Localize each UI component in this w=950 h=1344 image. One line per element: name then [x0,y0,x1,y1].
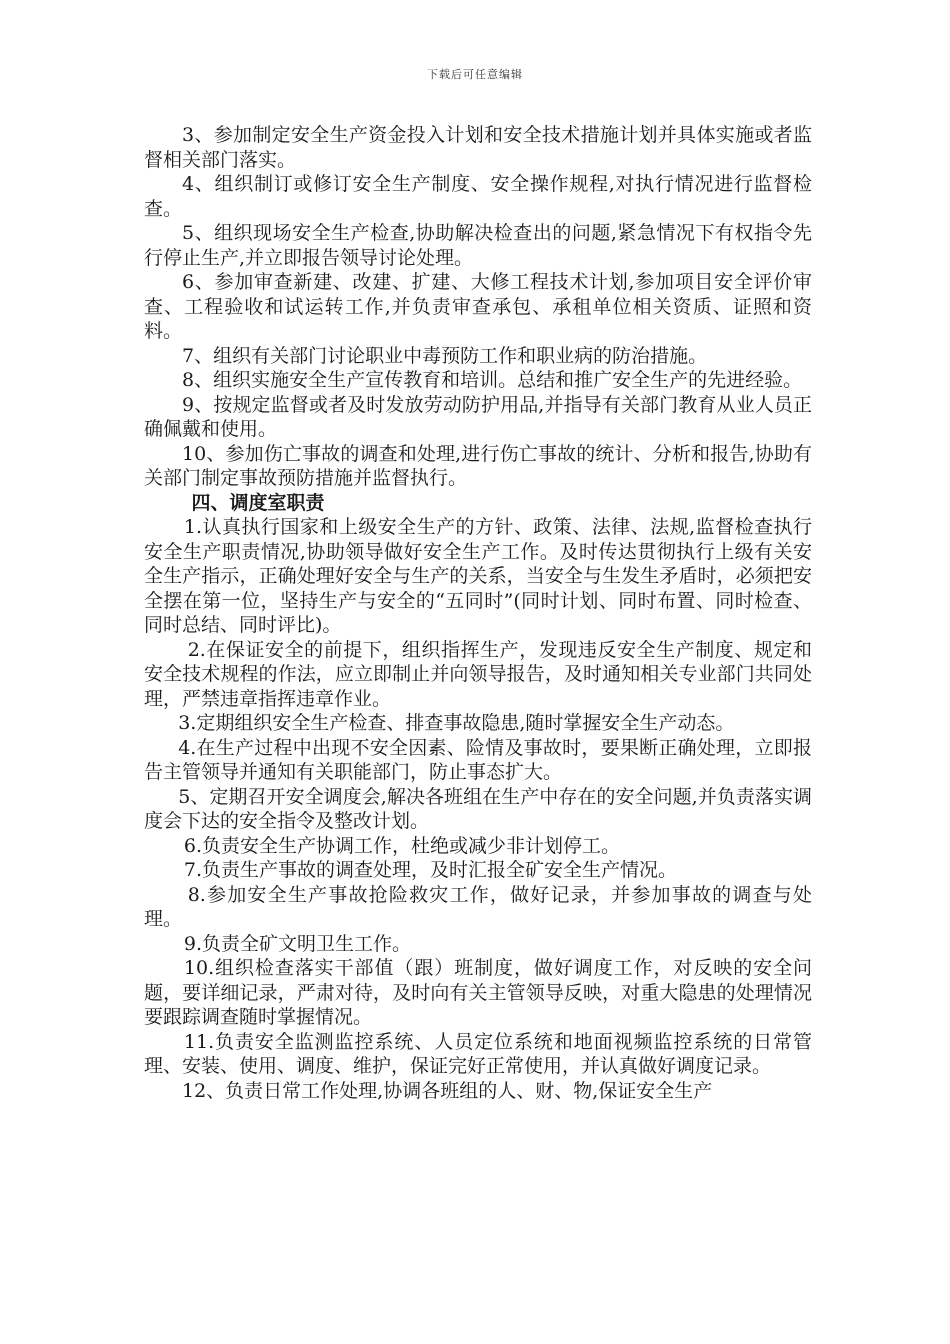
duty-item-1: 1.认真执行国家和上级安全生产的方针、政策、法律、法规,监督检查执行安全生产职责情况,协助领导做好安全生产工作。及时传达贯彻执行上级有关安全生产指示，正确处理好安全与生产的关系，当安全与生发生矛盾时，必须把安全摆在第一位，坚持生产与安全的“五同时”(同时计划、同时布置、同时检查、同时总结、同时评比)。 [144,516,812,636]
duty-item-4: 4.在生产过程中出现不安全因素、险情及事故时，要果断正确处理，立即报告主管领导并通知有关职能部门，防止事态扩大。 [144,736,812,783]
document-body [144,123,812,1103]
paragraph-item-3: 3、参加制定安全生产资金投入计划和安全技术措施计划并具体实施或者监督相关部门落实。 [144,124,812,171]
paragraph-item-8: 8、组织实施安全生产宣传教育和培训。总结和推广安全生产的先进经验。 [182,369,803,391]
duty-item-12: 12、负责日常工作处理,协调各班组的人、财、物,保证安全生产 [182,1079,713,1102]
paragraph-item-6: 6、参加审查新建、改建、扩建、大修工程技术计划,参加项目安全评价审查、工程验收和试运转工作,并负责审查承包、承租单位相关资质、证照和资料。 [144,271,812,342]
paragraph-item-5: 5、组织现场安全生产检查,协助解决检查出的问题,紧急情况下有权指令先行停止生产,并立即报告领导讨论处理。 [144,222,812,269]
paragraph-item-10: 10、参加伤亡事故的调查和处理,进行伤亡事故的统计、分析和报告,协助有关部门制定事故预防措施并监督执行。 [144,442,812,489]
paragraph-item-9: 9、按规定监督或者及时发放劳动防护用品,并指导有关部门教育从业人员正确佩戴和使用。 [144,393,812,440]
duty-item-9: 9.负责全矿文明卫生工作。 [183,932,412,955]
section-heading: 四、调度室职责 [191,491,325,514]
paragraph-item-4: 4、组织制订或修订安全生产制度、安全操作规程,对执行情况进行监督检查。 [144,173,812,220]
duty-item-2: 2.在保证安全的前提下，组织指挥生产，发现违反安全生产制度、规定和安全技术规程的作法，应立即制止并向领导报告，及时通知相关专业部门共同处理，严禁违章指挥违章作业。 [144,638,812,710]
duty-item-7: 7.负责生产事故的调查处理，及时汇报全矿安全生产情况。 [183,859,678,881]
duty-item-8: 8.参加安全生产事故抢险救灾工作，做好记录，并参加事故的调查与处理。 [144,883,812,930]
duty-item-6: 6.负责安全生产协调工作，杜绝或减少非计划停工。 [183,834,621,857]
duty-item-5: 5、定期召开安全调度会,解决各班组在生产中存在的安全问题,并负责落实调度会下达的安全指令及整改计划。 [144,785,812,832]
duty-item-10: 10.组织检查落实干部值（跟）班制度，做好调度工作，对反映的安全问题，要详细记录，严肃对待，及时向有关主管领导反映，对重大隐患的处理情况要跟踪调查随时掌握情况。 [144,957,812,1028]
header-note: 下载后可任意编辑 [427,68,523,81]
duty-item-3: 3.定期组织安全生产检查、排查事故隐患,随时掌握安全生产动态。 [178,712,735,734]
duty-item-11: 11.负责安全监测监控系统、人员定位系统和地面视频监控系统的日常管理、安装、使用、调度、维护，保证完好正常使用，并认真做好调度记录。 [144,1030,812,1077]
paragraph-item-7: 7、组织有关部门讨论职业中毒预防工作和职业病的防治措施。 [182,344,708,367]
